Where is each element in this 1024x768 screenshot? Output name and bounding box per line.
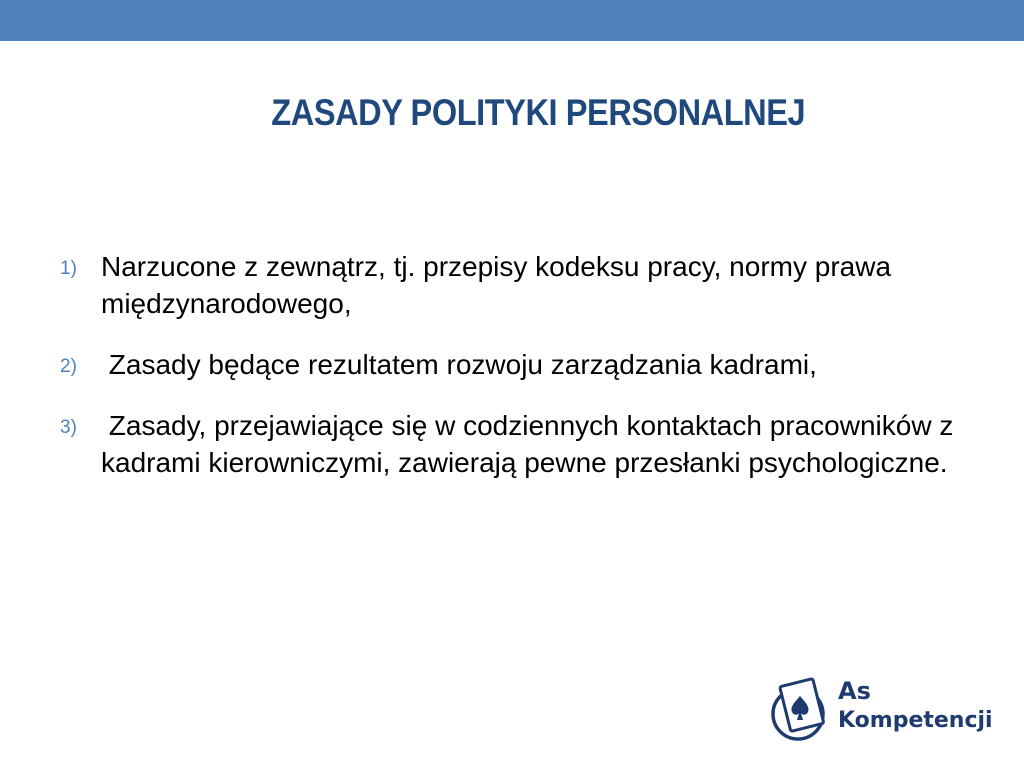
list-item	[60, 248, 980, 322]
bullet-number: 1)	[60, 258, 77, 279]
bullet-text: Zasady, przejawiające się w codziennych kontaktach pracowników z kadrami kierowniczymi, zawierają pewne przesłanki psychologiczne.	[101, 410, 962, 478]
logo-line-1: As	[838, 677, 871, 705]
slide-title: ZASADY POLITYKI PERSONALNEJ	[271, 92, 806, 133]
top-accent-bar	[0, 0, 1024, 41]
bullet-number: 2)	[60, 356, 77, 377]
bullet-list	[60, 248, 980, 505]
bullet-text: Zasady będące rezultatem rozwoju zarządzania kadrami,	[101, 349, 817, 380]
bullet-number: 3)	[60, 417, 77, 438]
bullet-text: Narzucone z zewnątrz, tj. przepisy kodeksu pracy, normy prawa międzynarodowego,	[101, 251, 899, 319]
logo-line-2: Kompetencji	[838, 708, 993, 733]
list-item	[60, 346, 980, 383]
card-spade-icon	[768, 672, 832, 744]
as-kompetencji-logo	[768, 672, 998, 744]
logo-text	[838, 676, 993, 736]
list-item	[60, 407, 980, 481]
